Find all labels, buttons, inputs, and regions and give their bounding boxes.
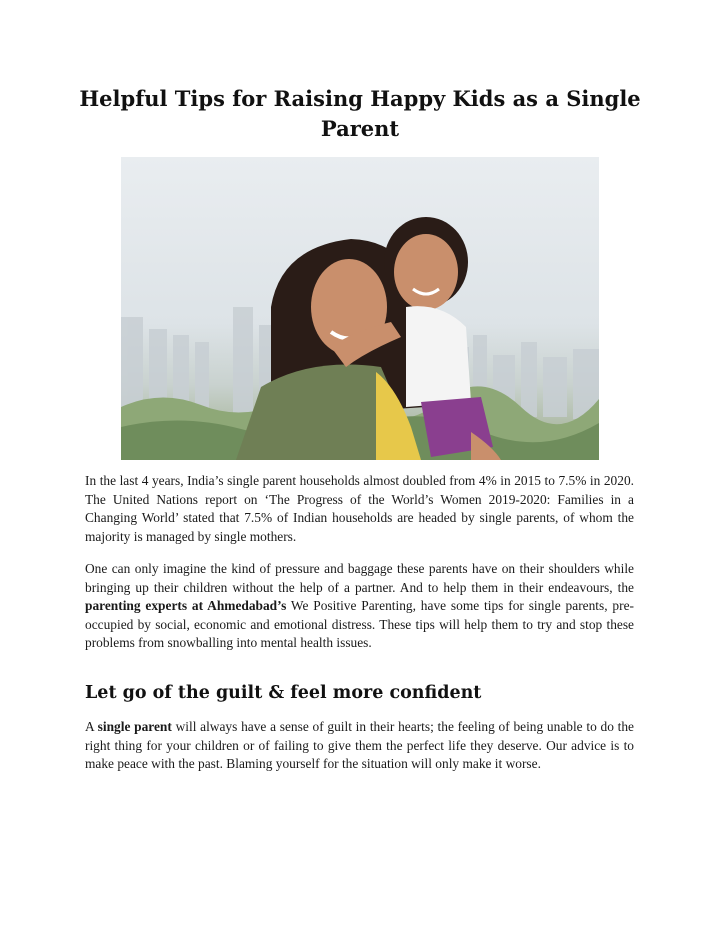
intro-paragraph: In the last 4 years, India’s single parent households almost doubled from 4% in 2015 to 7.5% in 2020. The United Nations report on ‘The Progress of the World’s Women 2019-2020: Families in a Changing World’ stated that 7.5% of Indian households are headed by single parents, of whom the majority is managed by single mothers. (85, 473, 634, 544)
photo-illustration (121, 157, 599, 460)
guilt-paragraph-text-after: will always have a sense of guilt in their hearts; the feeling of being unable to do the right thing for your children or of failing to give them the perfect life they deserve. Our advice is to make peace with the past. Blaming yourself for the situation will only make it worse. (85, 719, 634, 772)
single-parent-bold-text: single parent (97, 719, 172, 734)
guilt-paragraph (85, 718, 634, 774)
parenting-experts-bold-text: parenting experts at Ahmedabad’s (85, 598, 287, 614)
experts-paragraph (85, 560, 634, 653)
experts-paragraph-text-after: We Positive Parenting, have some tips for single parents, pre-occupied by social, economic and emotional distress. These tips will help them to try and stop these problems from snowballing into mental health issues. (85, 598, 634, 651)
section-heading-guilt: Let go of the guilt & feel more confident (85, 683, 482, 703)
mother-daughter-photo (121, 157, 599, 460)
page-title: Helpful Tips for Raising Happy Kids as a Single Parent (79, 86, 641, 141)
guilt-paragraph-text-before: A (85, 719, 98, 734)
experts-paragraph-text-before: One can only imagine the kind of pressure and baggage these parents have on their shoulders while bringing up their children without the help of a partner. And to help them in their endeavours, the (85, 561, 634, 595)
